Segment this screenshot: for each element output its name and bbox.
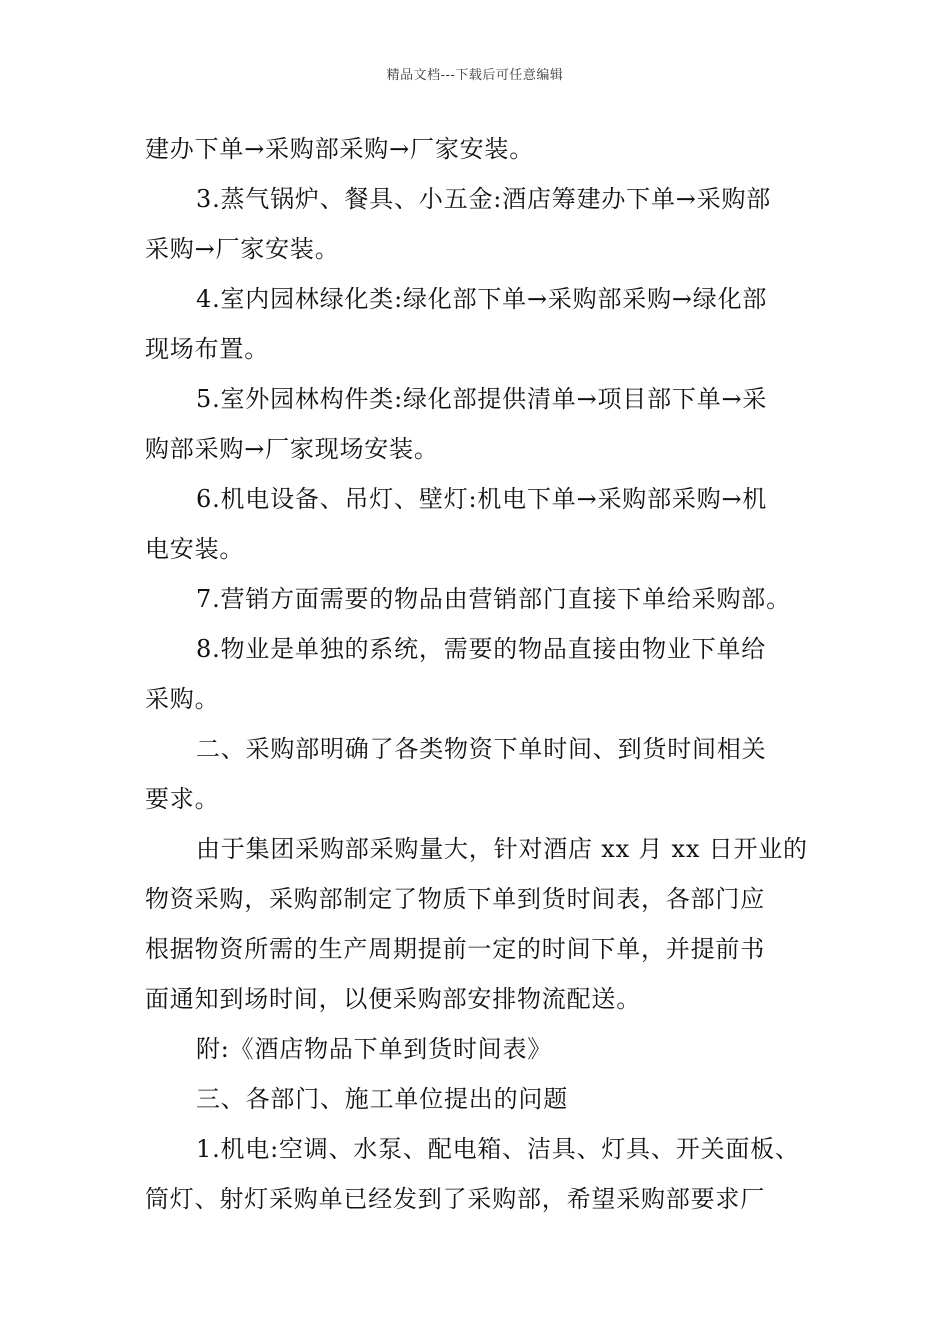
text-line: 7.营销方面需要的物品由营销部门直接下单给采购部。 (196, 585, 791, 613)
text-line: 由于集团采购部采购量大，针对酒店 xx 月 xx 日开业的 (196, 835, 808, 863)
text-line: 1.机电:空调、水泵、配电箱、洁具、灯具、开关面板、 (196, 1135, 800, 1163)
text-line: 要求。 (145, 785, 220, 813)
text-line: 现场布置。 (145, 335, 269, 363)
text-line: 面通知到场时间，以便采购部安排物流配送。 (145, 985, 641, 1013)
text-line: 建办下单→采购部采购→厂家安装。 (145, 135, 535, 163)
text-line: 购部采购→厂家现场安装。 (145, 435, 439, 463)
document-body (145, 124, 810, 1224)
text-line: 8.物业是单独的系统，需要的物品直接由物业下单给 (196, 635, 767, 663)
text-line: 采购。 (145, 685, 220, 713)
text-line: 附:《酒店物品下单到货时间表》 (196, 1035, 553, 1063)
text-line: 3.蒸气锅炉、餐具、小五金:酒店筹建办下单→采购部 (196, 185, 772, 213)
text-line: 6.机电设备、吊灯、壁灯:机电下单→采购部采购→机 (196, 485, 768, 513)
text-line: 根据物资所需的生产周期提前一定的时间下单，并提前书 (145, 935, 765, 963)
text-line: 物资采购，采购部制定了物质下单到货时间表，各部门应 (145, 885, 765, 913)
text-line: 4.室内园林绿化类:绿化部下单→采购部采购→绿化部 (196, 285, 768, 313)
text-line: 采购→厂家安装。 (145, 235, 340, 263)
text-line: 5.室外园林构件类:绿化部提供清单→项目部下单→采 (196, 385, 768, 413)
text-line: 电安装。 (145, 535, 245, 563)
text-line: 二、采购部明确了各类物资下单时间、到货时间相关 (196, 735, 767, 763)
text-line: 三、各部门、施工单位提出的问题 (196, 1085, 568, 1113)
page-header: 精品文档---下载后可任意编辑 (386, 68, 564, 83)
text-line: 筒灯、射灯采购单已经发到了采购部，希望采购部要求厂 (145, 1185, 765, 1213)
